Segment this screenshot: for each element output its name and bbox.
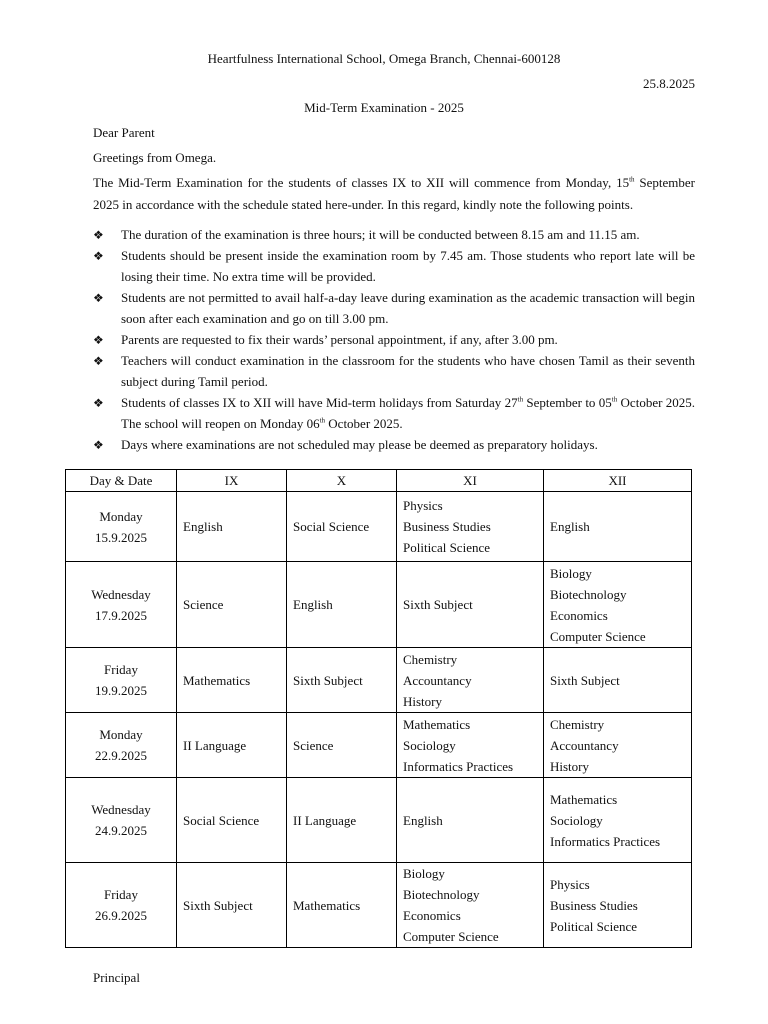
- subject-cell-xii: [544, 863, 692, 948]
- subject-cell-ix: [177, 492, 287, 562]
- subject-name: Sixth Subject: [550, 672, 620, 688]
- subject-cell-xii: [544, 492, 692, 562]
- subject-name: Science: [293, 737, 334, 753]
- exam-date: 26.9.2025: [95, 908, 147, 923]
- subject-name: Science: [183, 597, 224, 612]
- point-item: Students are not permitted to avail half-a-day leave during examination as the academic transaction will begin soon after each examination and go on till 3.00 pm.: [121, 290, 695, 326]
- day-date-cell: [66, 648, 177, 713]
- subject-name: English: [550, 519, 590, 534]
- day-date-cell: [66, 713, 177, 778]
- intro-paragraph: The Mid-Term Examination for the students of classes IX to XII will commence from Monday, 15th September 2025 in accordance with the schedule stated here-under. In this regard, kindly note the following points.: [93, 175, 696, 212]
- exam-date: 22.9.2025: [95, 748, 147, 763]
- subject-name: Economics: [550, 607, 608, 623]
- subject-name: Biotechnology: [550, 586, 627, 602]
- subject-cell-ix: [177, 863, 287, 948]
- table-body: [66, 492, 692, 948]
- point-item: Parents are requested to fix their wards’ personal appointment, if any, after 3.00 pm.: [121, 332, 558, 347]
- day-date-cell: [66, 492, 177, 562]
- subject-name: Computer Science: [403, 929, 499, 944]
- point-item: Students should be present inside the examination room by 7.45 am. Those students who report late will be losing their time. No extra time will be provided.: [121, 248, 695, 284]
- subject-name: Biology: [403, 866, 445, 881]
- subject-name: English: [183, 519, 223, 534]
- subject-cell-ix: [177, 562, 287, 648]
- subject-name: Political Science: [550, 918, 638, 934]
- subject-name: Accountancy: [550, 737, 619, 753]
- subject-cell-x: [287, 713, 397, 778]
- subject-name: Economics: [403, 908, 461, 923]
- column-header: IX: [177, 470, 287, 492]
- subject-name: Social Science: [293, 519, 370, 534]
- subject-name: Business Studies: [550, 897, 638, 913]
- column-header: Day & Date: [66, 470, 177, 492]
- subject-name: Sixth Subject: [293, 672, 363, 688]
- point-item: The duration of the examination is three hours; it will be conducted between 8.15 am and 11.15 am.: [121, 227, 640, 242]
- signature: Principal: [93, 970, 140, 985]
- column-header: XII: [544, 470, 692, 492]
- subject-cell-x: [287, 863, 397, 948]
- column-header: XI: [397, 470, 544, 492]
- school-name: Heartfulness International School, Omega Branch, Chennai-600128: [207, 51, 561, 66]
- subject-name: Physics: [550, 876, 590, 892]
- subject-name: Physics: [403, 498, 443, 513]
- subject-name: History: [403, 693, 442, 709]
- exam-date: 24.9.2025: [95, 823, 147, 838]
- subject-cell-ix: [177, 713, 287, 778]
- subject-name: Sociology: [403, 737, 456, 753]
- subject-name: Chemistry: [403, 651, 458, 667]
- point-item: Days where examinations are not scheduled may please be deemed as preparatory holidays.: [121, 437, 598, 452]
- exam-date: 19.9.2025: [95, 683, 147, 698]
- subject-cell-xii: [544, 562, 692, 648]
- subject-cell-xi: [397, 778, 544, 863]
- table-row: [66, 492, 692, 562]
- subject-cell-xi: [397, 492, 544, 562]
- subject-name: Mathematics: [550, 791, 618, 807]
- subject-name: Mathematics: [403, 716, 471, 732]
- subject-name: Sociology: [550, 812, 603, 828]
- letter-date: 25.8.2025: [643, 76, 695, 91]
- table-row: [66, 562, 692, 648]
- bullet-icon: ❖: [93, 354, 104, 368]
- subject-name: Chemistry: [550, 716, 605, 732]
- column-header: X: [287, 470, 397, 492]
- exam-day: Friday: [104, 662, 138, 677]
- subject-name: Political Science: [403, 540, 491, 555]
- bullet-icon: ❖: [93, 333, 104, 347]
- bullet-icon: ❖: [93, 396, 104, 410]
- subject-name: Sixth Subject: [403, 597, 473, 612]
- subject-name: Accountancy: [403, 672, 472, 688]
- table-header-row: [66, 470, 692, 492]
- subject-name: Biology: [550, 565, 592, 581]
- subject-name: English: [293, 597, 333, 612]
- subject-name: Informatics Practices: [403, 758, 514, 774]
- exam-day: Monday: [99, 727, 143, 742]
- subject-cell-xii: [544, 713, 692, 778]
- bullet-icon: ❖: [93, 228, 104, 242]
- subject-name: Informatics Practices: [550, 833, 661, 849]
- subject-cell-xi: [397, 648, 544, 713]
- salutation: Dear Parent: [93, 125, 155, 140]
- bullet-icon: ❖: [93, 438, 104, 452]
- subject-cell-x: [287, 492, 397, 562]
- day-date-cell: [66, 863, 177, 948]
- table-row: [66, 778, 692, 863]
- exam-day: Wednesday: [91, 586, 151, 602]
- subject-name: Mathematics: [183, 672, 251, 688]
- subject-cell-x: [287, 778, 397, 863]
- table-row: [66, 713, 692, 778]
- subject-name: History: [550, 758, 589, 774]
- exam-date: 17.9.2025: [95, 607, 147, 623]
- subject-cell-ix: [177, 778, 287, 863]
- subject-cell-ix: [177, 648, 287, 713]
- subject-cell-xi: [397, 562, 544, 648]
- point-item-holidays: Students of classes IX to XII will have Mid-term holidays from Saturday 27th September to 05th October 2025. The school will reopen on Monday 06th October 2025.: [121, 395, 695, 431]
- exam-schedule-table: [65, 469, 692, 948]
- subject-name: II Language: [183, 737, 247, 753]
- point-item: Teachers will conduct examination in the classroom for the students who have chosen Tamil as their seventh subject during Tamil period.: [121, 353, 695, 389]
- subject-name: Business Studies: [403, 519, 491, 534]
- greeting: Greetings from Omega.: [93, 150, 217, 165]
- subject-name: Social Science: [183, 812, 260, 828]
- exam-date: 15.9.2025: [95, 529, 147, 545]
- subject-name: Biotechnology: [403, 887, 480, 902]
- page-title: Mid-Term Examination - 2025: [304, 100, 464, 115]
- exam-day: Monday: [99, 508, 143, 524]
- subject-cell-x: [287, 648, 397, 713]
- exam-day: Wednesday: [91, 802, 151, 817]
- subject-cell-xii: [544, 778, 692, 863]
- subject-cell-xi: [397, 863, 544, 948]
- table-row: [66, 863, 692, 948]
- subject-name: Computer Science: [550, 628, 646, 644]
- subject-name: Sixth Subject: [183, 897, 253, 913]
- subject-cell-xii: [544, 648, 692, 713]
- day-date-cell: [66, 562, 177, 648]
- day-date-cell: [66, 778, 177, 863]
- subject-cell-x: [287, 562, 397, 648]
- subject-name: English: [403, 812, 443, 828]
- bullet-icon: ❖: [93, 249, 104, 263]
- subject-name: Mathematics: [293, 897, 361, 913]
- subject-name: II Language: [293, 812, 357, 828]
- table-row: [66, 648, 692, 713]
- bullet-icon: ❖: [93, 291, 104, 305]
- exam-day: Friday: [104, 887, 138, 902]
- subject-cell-xi: [397, 713, 544, 778]
